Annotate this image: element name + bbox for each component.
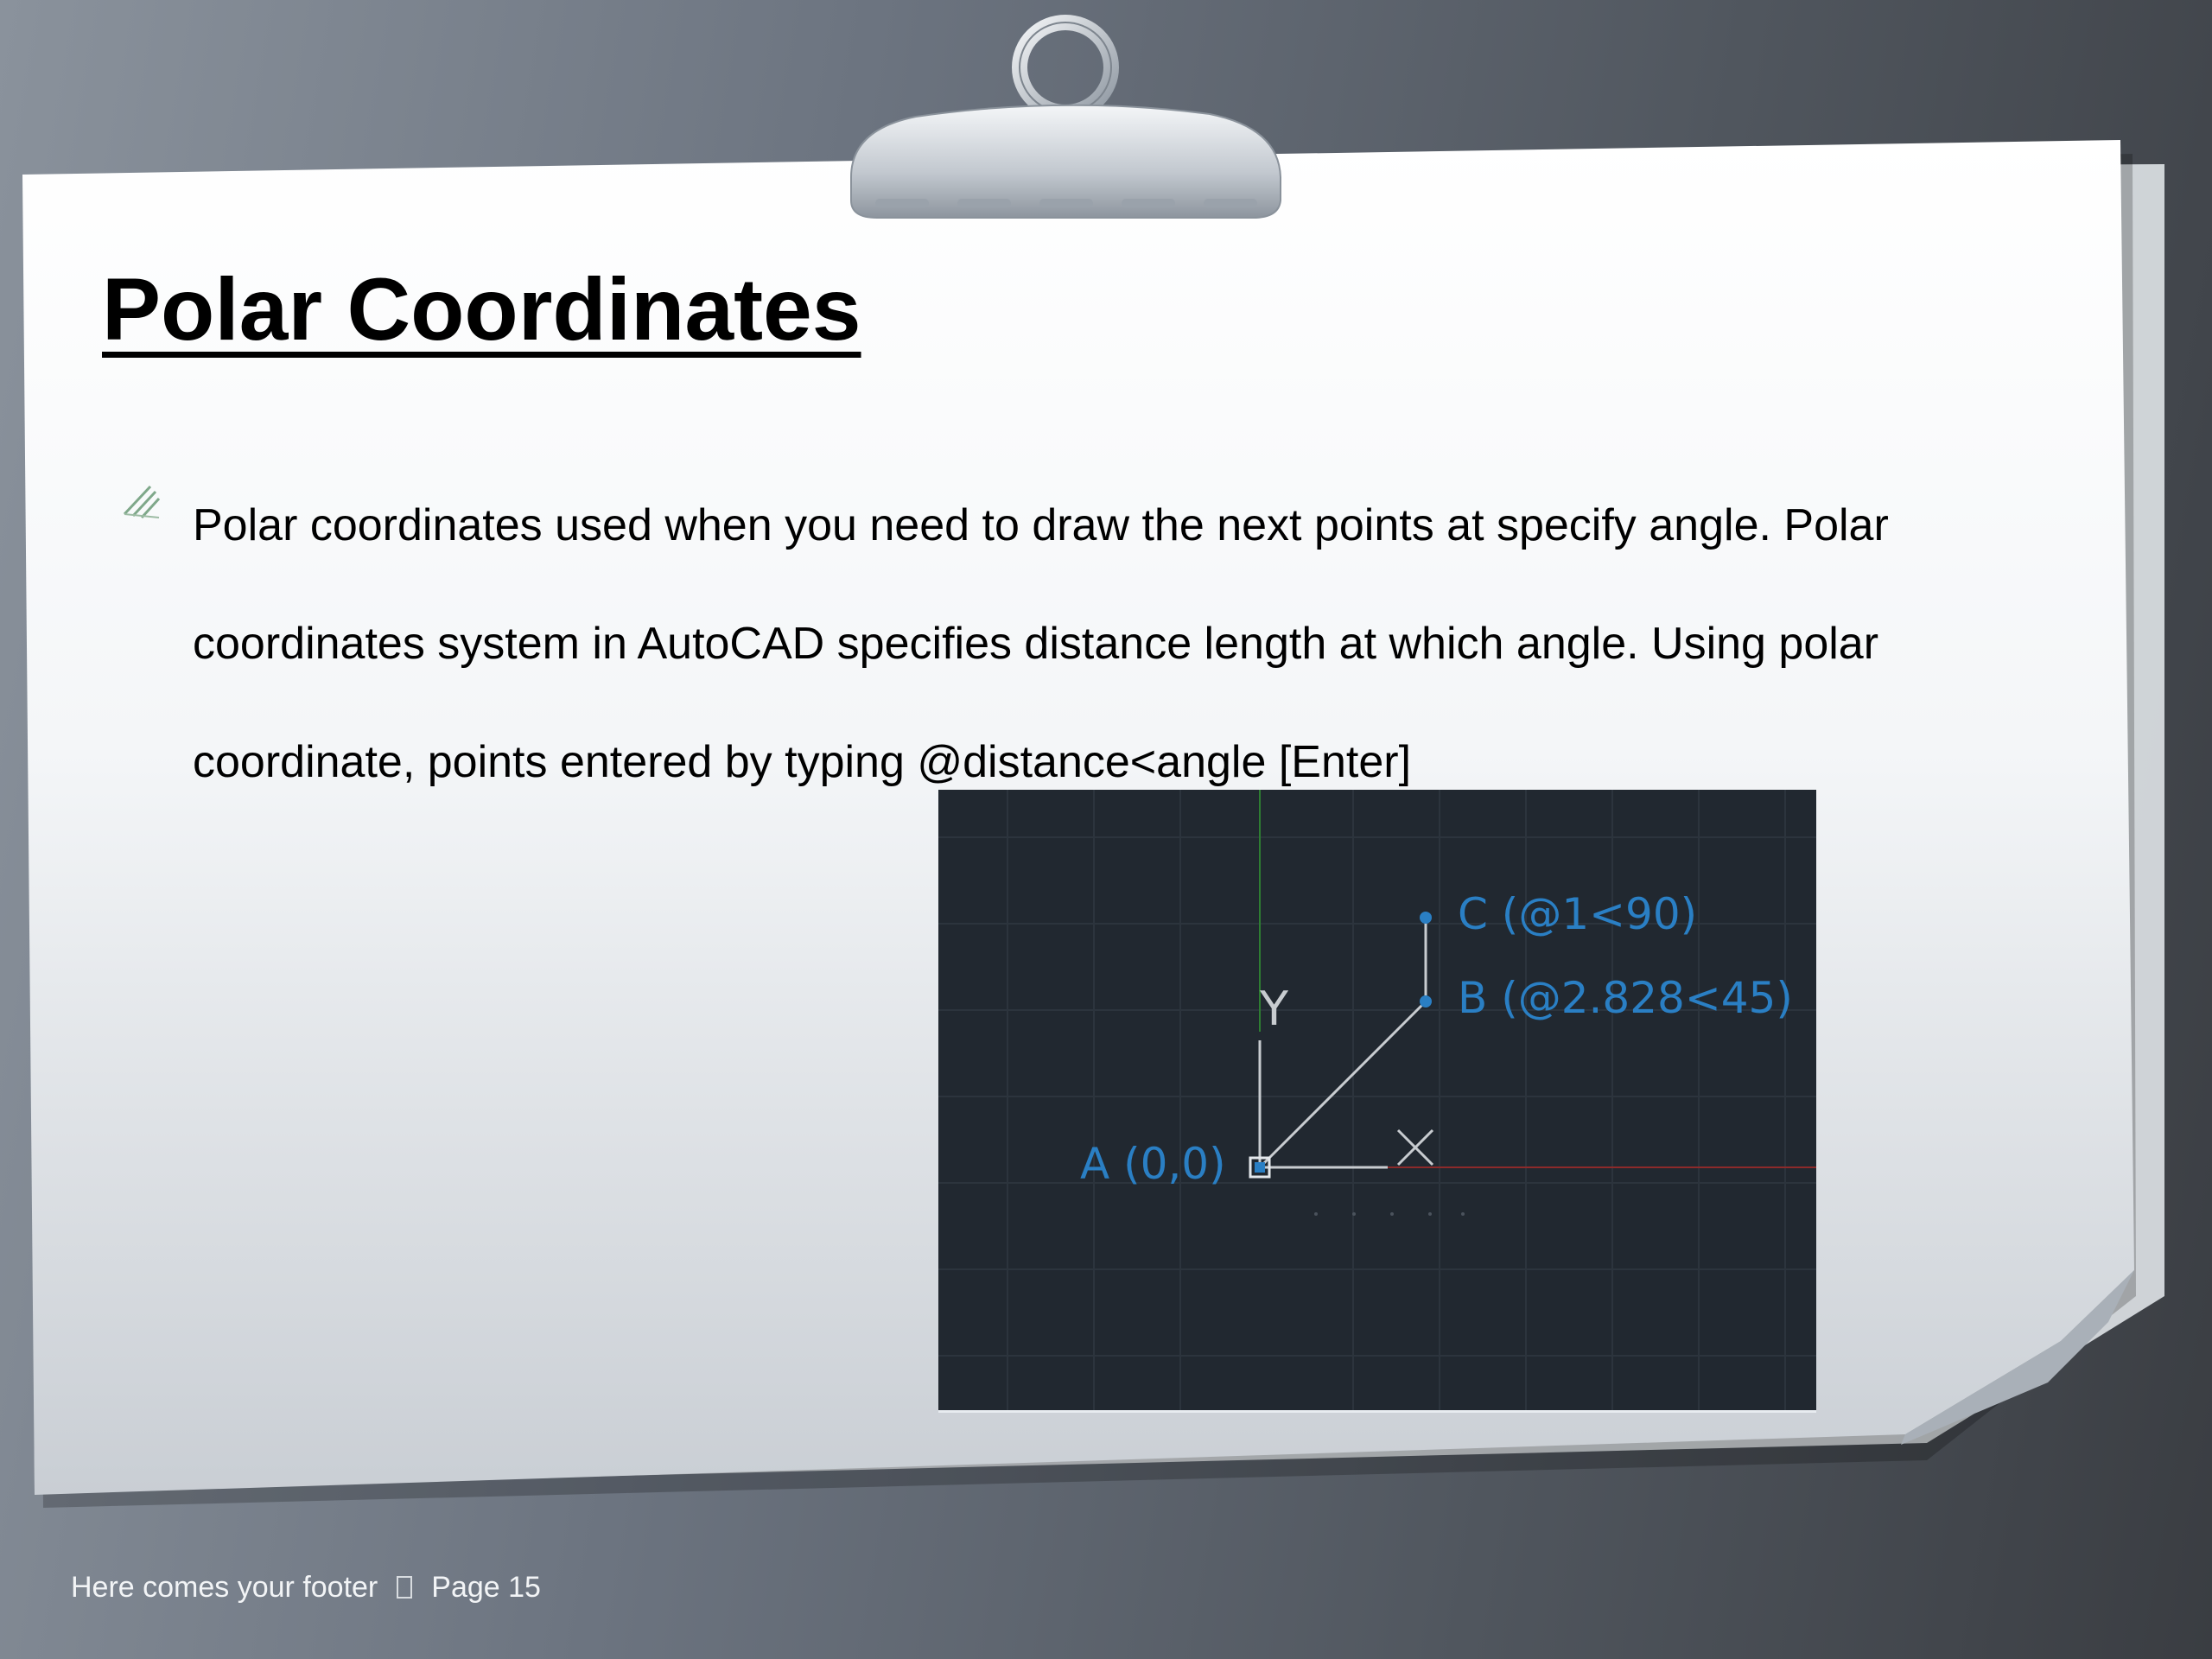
paper-clip-icon xyxy=(851,22,1281,218)
feather-bullet-icon xyxy=(121,480,162,521)
autocad-viewport xyxy=(938,790,1816,1413)
missing-glyph-icon xyxy=(397,1576,412,1599)
footer xyxy=(71,1571,541,1605)
slide-title: Polar Coordinates xyxy=(102,260,861,359)
point-a-label: A (0,0) xyxy=(1080,1139,1226,1189)
point-c-label: C (@1<90) xyxy=(1458,889,1698,939)
point-b-label: B (@2.828<45) xyxy=(1458,973,1793,1023)
footer-text: Here comes your footer xyxy=(71,1571,378,1604)
axis-y-label: Y xyxy=(1260,982,1288,1036)
page-number: Page 15 xyxy=(431,1571,541,1604)
polar-diagram xyxy=(938,790,1816,1410)
bullet-text: Polar coordinates used when you need to draw the next points at specify angle. Polar coordinates system in AutoCAD specifies distance length at which angle. Using polar coordinate, points entered by typing @distance<angle [Enter] xyxy=(193,500,1889,787)
